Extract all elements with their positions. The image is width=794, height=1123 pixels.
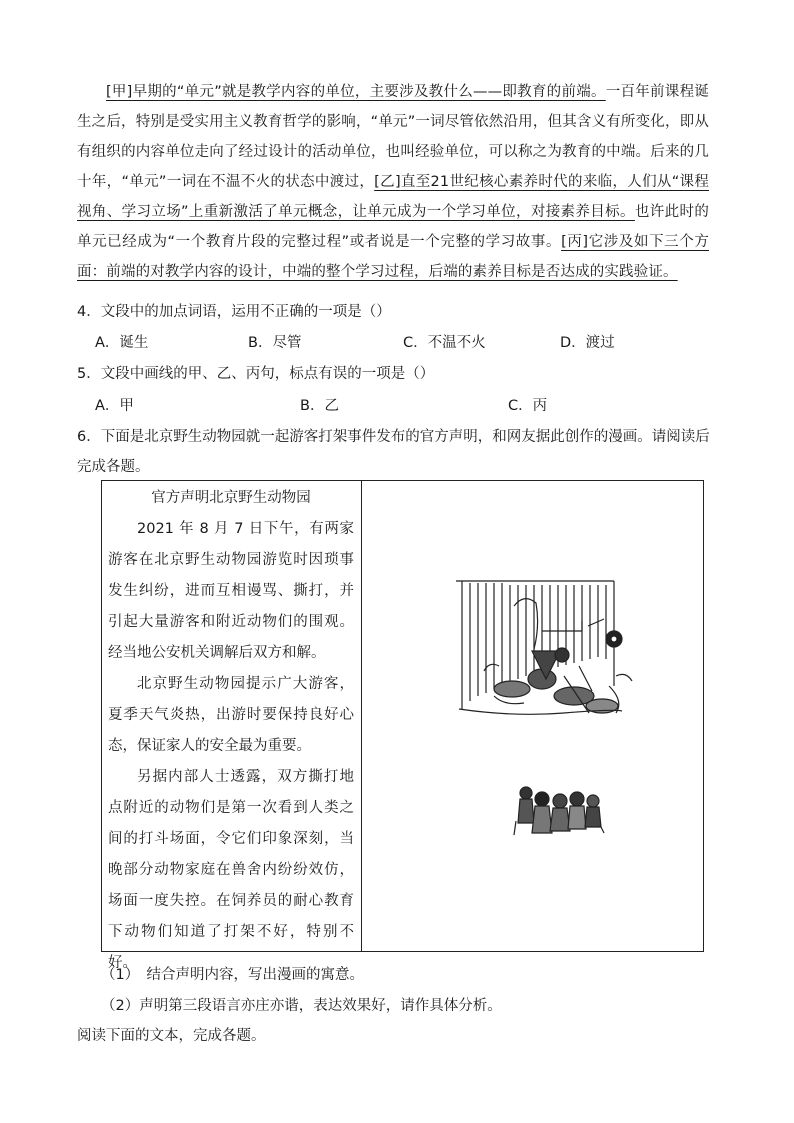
sentence-bing-text: 它涉及如下三个方面：前端的对教学内容的设计，中端的整个学习过程，后端的素养目标是否达成的实践验证。 (77, 234, 709, 280)
sub-question-2: （2）声明第三段语言亦庄亦谐，表达效果好，请作具体分析。 (101, 998, 502, 1014)
table-divider (361, 481, 362, 951)
official-statement (108, 481, 354, 979)
question-4-stem: 4．文段中的加点词语，运用不正确的一项是（） (77, 304, 391, 320)
comic-image (364, 481, 703, 951)
marker-bing: [丙] (561, 234, 589, 250)
statement-comic-table (101, 480, 704, 971)
q4-option-c: C．不温不火 (403, 335, 486, 351)
reading-instruction: 阅读下面的文本，完成各题。 (77, 1028, 266, 1044)
sentence-jia (106, 84, 606, 100)
q4-option-a: A．诞生 (95, 335, 149, 351)
sentence-jia-text: 早期的“单元”就是教学内容的单位，主要涉及教什么——即教育的前端。 (132, 84, 606, 100)
question-6-stem-line2: 完成各题。 (77, 459, 150, 475)
passage-later-text: 也许此时的单元已经成为“一个教育片段的完整过程”或者说是一个完整的学习故事。 (77, 204, 710, 250)
statement-paragraph-3: 另据内部人士透露，双方撕打地点附近的动物们是第一次看到人类之间的打斗场面，令它们印象深刻，当晚部分动物家庭在兽舍内纷纷效仿，场面一度失控。在饲养员的耐心教育下动物们知道了打架不好，特别不好。 (108, 769, 354, 971)
statement-paragraph-2: 北京野生动物园提示广大游客，夏季天气炎热，出游时要保持良好心态，保证家人的安全最为重要。 (108, 676, 354, 754)
comic-drawing (364, 481, 703, 951)
marker-jia: [甲] (106, 84, 133, 100)
question-6-stem-line1: 6．下面是北京野生动物园就一起游客打架事件发布的官方声明，和网友据此创作的漫画。请阅读后 (77, 429, 710, 445)
question-5-stem: 5．文段中画线的甲、乙、丙句，标点有误的一项是（） (77, 366, 435, 382)
q5-option-a: A．甲 (95, 398, 134, 414)
sentence-yi-text: 直至21世纪核心素养时代的来临，人们从“课程视角、学习立场”上重新激活了单元概念，让单元成为一个学习单位，对接素养目标。 (77, 174, 710, 220)
q4-option-d: D．渡过 (560, 335, 615, 351)
q4-option-b: B．尽管 (248, 335, 302, 351)
q5-option-c: C．丙 (508, 398, 548, 414)
sub-question-1: （1） 结合声明内容，写出漫画的寓意。 (101, 967, 364, 983)
passage-middle-text: 一百年前课程诞生之后，特别是受实用主义教育哲学的影响，“单元”一词尽管依然沿用，但其含义有所变化，即从有组织的内容单位走向了经过设计的活动单位，也叫经验单位，可以称之为教育的中端。后来的几十年，“单元”一词在不温不火的状态中渡过， (77, 84, 709, 190)
q5-option-b: B．乙 (300, 398, 339, 414)
statement-paragraph-1: 2021 年 8 月 7 日下午，有两家游客在北京野生动物园游览时因琐事发生纠纷，进而互相谩骂、撕打，并引起大量游客和附近动物们的围观。经当地公安机关调解后双方和解。 (108, 521, 354, 661)
marker-yi: [乙] (374, 174, 401, 190)
passage-paragraph (77, 77, 709, 287)
statement-title: 官方声明北京野生动物园 (151, 490, 311, 506)
